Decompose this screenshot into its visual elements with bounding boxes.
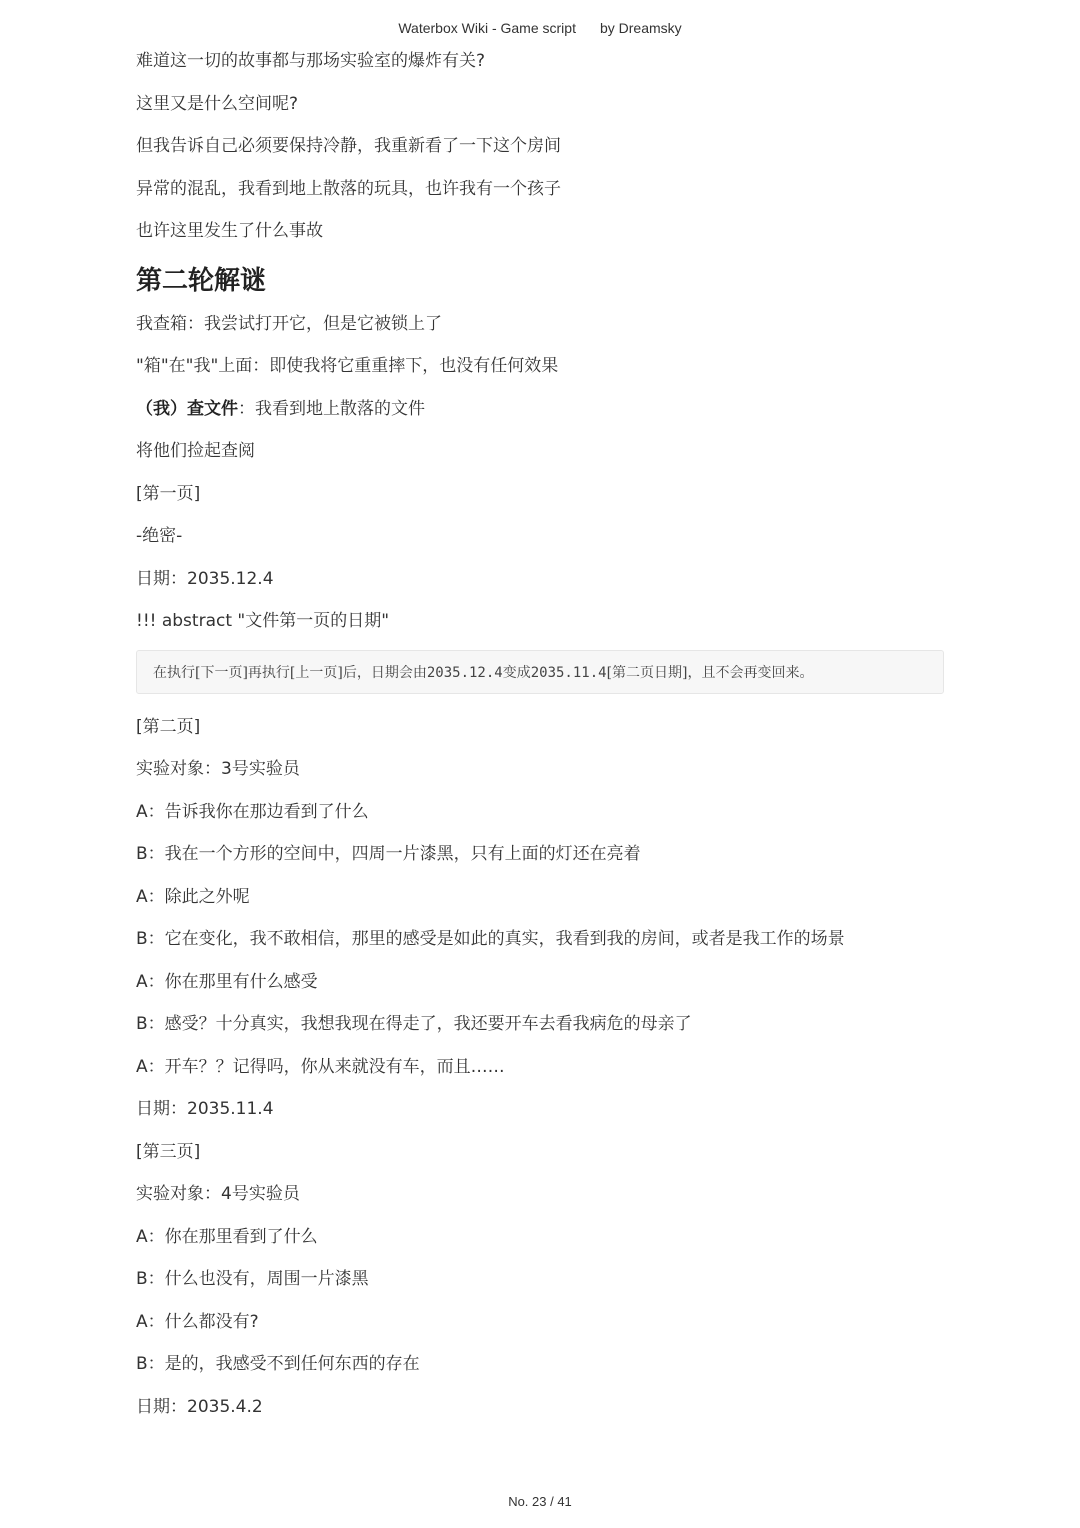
- dialog-line: A：开车？？记得吗，你从来就没有车，而且……: [136, 1056, 505, 1077]
- note-part-2: 变成: [502, 664, 531, 681]
- page2-label: [第二页]: [136, 716, 201, 737]
- dialog-line: A：你在那里看到了什么: [136, 1226, 318, 1247]
- dialog-line: B：它在变化，我不敢相信，那里的感受是如此的真实，我看到我的房间，或者是我工作的场景: [136, 929, 845, 949]
- page-number: No. 23 / 41: [508, 1494, 572, 1509]
- page1-secret: -绝密-: [136, 526, 183, 546]
- dialog-line: A：什么都没有?: [136, 1311, 259, 1332]
- intro-line-2: 这里又是什么空间呢?: [136, 93, 299, 114]
- page-header: [0, 20, 1080, 36]
- dialog-line: A：除此之外呢: [136, 886, 250, 907]
- intro-line-1: 难道这一切的故事都与那场实验室的爆炸有关?: [136, 51, 486, 71]
- document-content: [136, 50, 944, 1438]
- header-title: Waterbox Wiki - Game script: [398, 20, 576, 36]
- dialog-line: B：什么也没有，周围一片漆黑: [136, 1269, 369, 1289]
- page2-subject: 实验对象：3号实验员: [136, 759, 300, 779]
- intro-line-4: 异常的混乱，我看到地上散落的玩具，也许我有一个孩子: [136, 178, 561, 199]
- box-line: 我查箱：我尝试打开它，但是它被锁上了: [136, 313, 442, 334]
- file-text: ：我看到地上散落的文件: [238, 398, 425, 419]
- page2-date: 日期：2035.11.4: [136, 1099, 274, 1119]
- note-date-to: 2035.11.4: [530, 664, 607, 681]
- intro-line-3: 但我告诉自己必须要保持冷静，我重新看了一下这个房间: [136, 136, 561, 156]
- note-date-from: 2035.12.4: [426, 664, 503, 681]
- page3-label: [第三页]: [136, 1141, 201, 1162]
- note-code-block: [136, 650, 944, 694]
- dialog-line: A：你在那里有什么感受: [136, 971, 318, 992]
- dialog-line: B：感受？十分真实，我想我现在得走了，我还要开车去看我病危的母亲了: [136, 1014, 692, 1034]
- note-part-3: [第二页日期]，且不会再变回来。: [606, 664, 814, 681]
- page3-subject: 实验对象：4号实验员: [136, 1184, 300, 1204]
- dialog-line: B：是的，我感受不到任何东西的存在: [136, 1354, 420, 1374]
- header-author: by Dreamsky: [599, 20, 682, 36]
- page1-abstract: !!! abstract "文件第一页的日期": [136, 611, 390, 631]
- file-label: （我）查文件: [136, 398, 238, 419]
- box-drop-line: "箱"在"我"上面：即使我将它重重摔下，也没有任何效果: [136, 356, 559, 376]
- intro-line-5: 也许这里发生了什么事故: [136, 221, 323, 241]
- dialog-line: A：告诉我你在那边看到了什么: [136, 801, 369, 822]
- section-heading: 第二轮解谜: [136, 265, 267, 296]
- page3-date: 日期：2035.4.2: [136, 1396, 263, 1417]
- note-part-1: 在执行[下一页]再执行[上一页]后，日期会由: [153, 664, 427, 681]
- dialog-line: B：我在一个方形的空间中，四周一片漆黑，只有上面的灯还在亮着: [136, 844, 641, 864]
- file-line: [136, 398, 944, 420]
- pickup-line: 将他们捡起查阅: [136, 441, 255, 461]
- page1-label: [第一页]: [136, 483, 201, 504]
- page1-date: 日期：2035.12.4: [136, 568, 274, 589]
